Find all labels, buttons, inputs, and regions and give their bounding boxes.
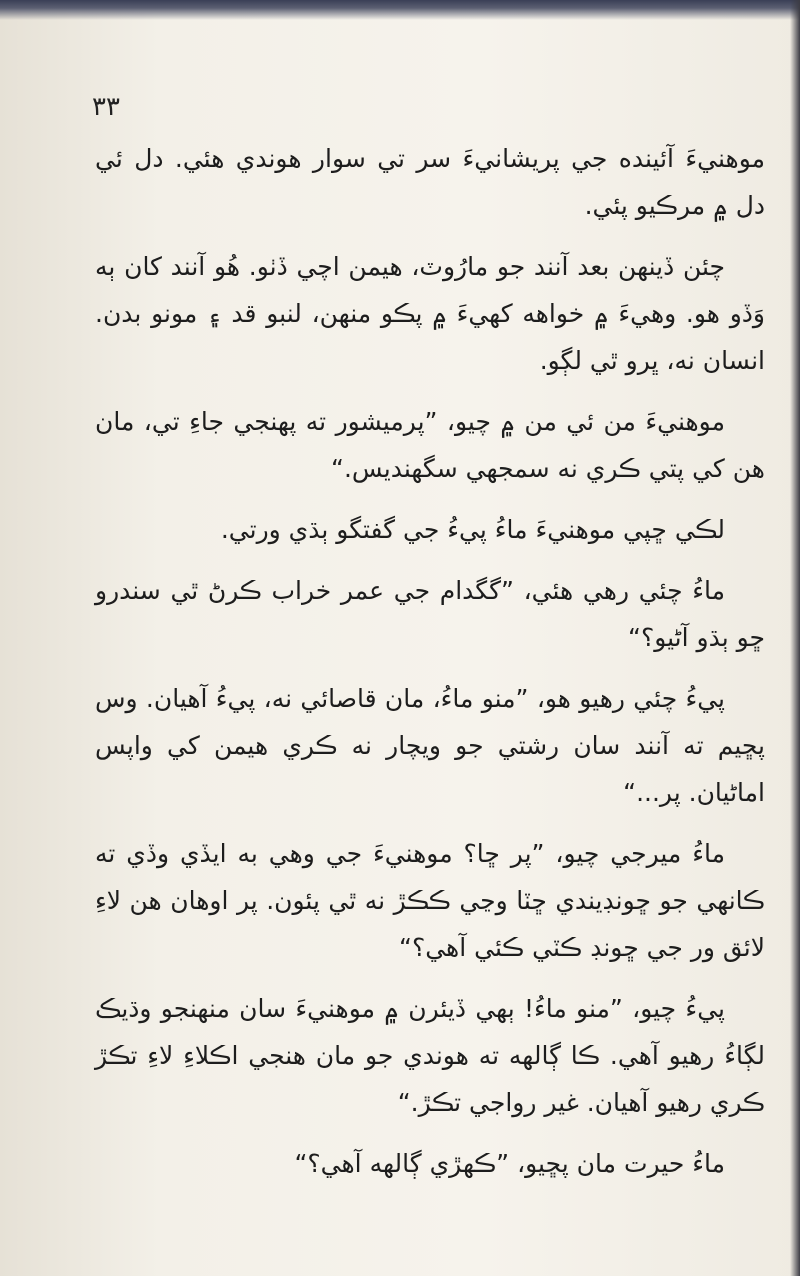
paragraph-7: ماءُ ميرجي چيو، ”پر ڇا؟ موهنيءَ جي وهي به ايڏي وڏي ته ڪانهي جو ڇونڊيندي ڇٽا وڃي ڪڪڙ نه ٿي پئون. پر اوهان هن لاءِ لائق ور جي ڇونڊ ڪٽي ڪئي آهي؟“: [95, 839, 765, 962]
paragraph-6: پيءُ چئي رهيو هو، ”منو ماءُ، مان قاصائي نه، پيءُ آهيان. وس پڇيم ته آنند سان رشتي جو ويچار نه ڪري هيمن کي واپس اماڻيان. پر...“: [95, 684, 765, 807]
scan-top-shadow: [0, 0, 800, 20]
page-number: ٣٣: [92, 92, 120, 122]
paragraph-8: پيءُ چيو، ”منو ماءُ! ٻهي ڏيئرن ۾ موهنيءَ سان منهنجو وڌيڪ لڳاءُ رهيو آهي. ڪا ڳالهه ته هوندي جو مان هنجي اڪلاءِ لاءِ تڪڙ ڪري رهيو آهيان. غير رواجي تڪڙ.“: [95, 994, 765, 1117]
paragraph-9: ماءُ حيرت مان پڇيو، ”ڪهڙي ڳالهه آهي؟“: [294, 1149, 725, 1178]
paragraph-2: چئن ڏينهن بعد آنند جو مارُوٽ، هيمن اچي ڏٺو. هُو آنند کان ٻه وَڏو هو. وهيءَ ۾ خواهه کهيءَ ۾ پڪو منهن، لنبو قد ۽ مونو بدن. انسان نه، ڀرو ٿي لڳو.: [95, 252, 765, 375]
paragraph-4: لڪي ڇپي موهنيءَ ماءُ پيءُ جي گفتگو ٻڌي ورتي.: [220, 515, 725, 544]
paragraph-5: ماءُ چئي رهي هئي، ”گگدام جي عمر خراب ڪرڻ ٿي سندرو ڇو ٻڌو آڻيو؟“: [95, 576, 765, 652]
scan-right-edge: [790, 0, 800, 1276]
body-text: [95, 135, 765, 1201]
paragraph-3: موهنيءَ من ئي من ۾ چيو، ”پرميشور ته پهنجي جاءِ تي، مان هن کي پتي ڪري نه سمجهي سگهنديس.“: [95, 407, 765, 483]
paragraph-1: موهنيءَ آئينده جي پريشانيءَ سر تي سوار هوندي هئي. دل ئي دل ۾ مرڪيو پئي.: [95, 144, 765, 220]
